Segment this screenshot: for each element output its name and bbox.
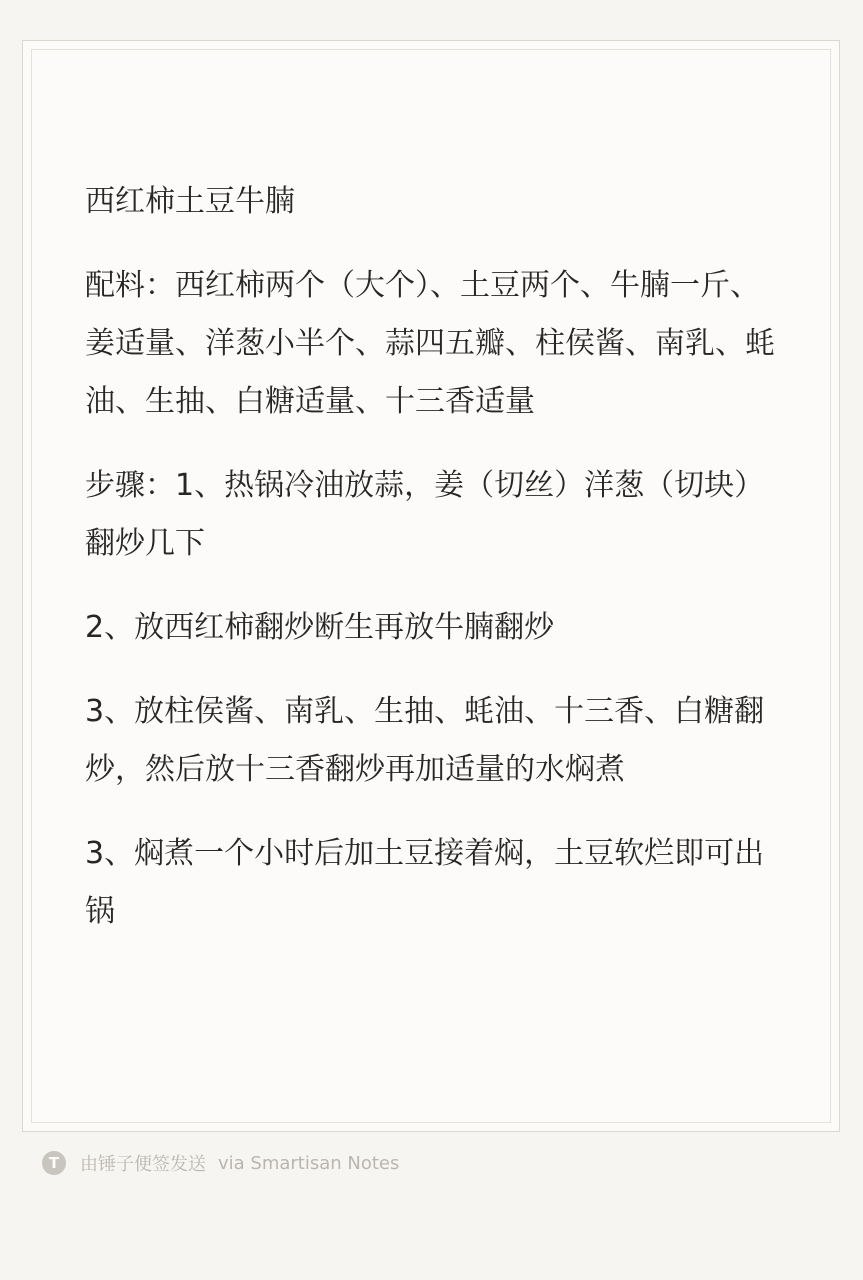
footer-via-text: via Smartisan Notes [218, 1152, 400, 1174]
note-step-3: 3、放柱侯酱、南乳、生抽、蚝油、十三香、白糖翻炒，然后放十三香翻炒再加适量的水焖煮 [85, 694, 765, 787]
note-step-2: 2、放西红柿翻炒断生再放牛腩翻炒 [85, 610, 555, 645]
note-body [85, 173, 785, 967]
note-step-1: 步骤：1、热锅冷油放蒜，姜（切丝）洋葱（切块）翻炒几下 [85, 468, 765, 561]
smartisan-logo-icon: T [42, 1151, 66, 1175]
footer-sent-from-text: 由锤子便签发送 [80, 1154, 206, 1175]
note-card [22, 40, 840, 1132]
note-ingredients: 配料：西红柿两个（大个）、土豆两个、牛腩一斤、姜适量、洋葱小半个、蒜四五瓣、柱侯酱、南乳、蚝油、生抽、白糖适量、十三香适量 [85, 268, 775, 419]
note-title: 西红柿土豆牛腩 [85, 184, 295, 219]
footer [42, 1148, 399, 1178]
note-step-4: 3、焖煮一个小时后加土豆接着焖，土豆软烂即可出锅 [85, 836, 765, 929]
